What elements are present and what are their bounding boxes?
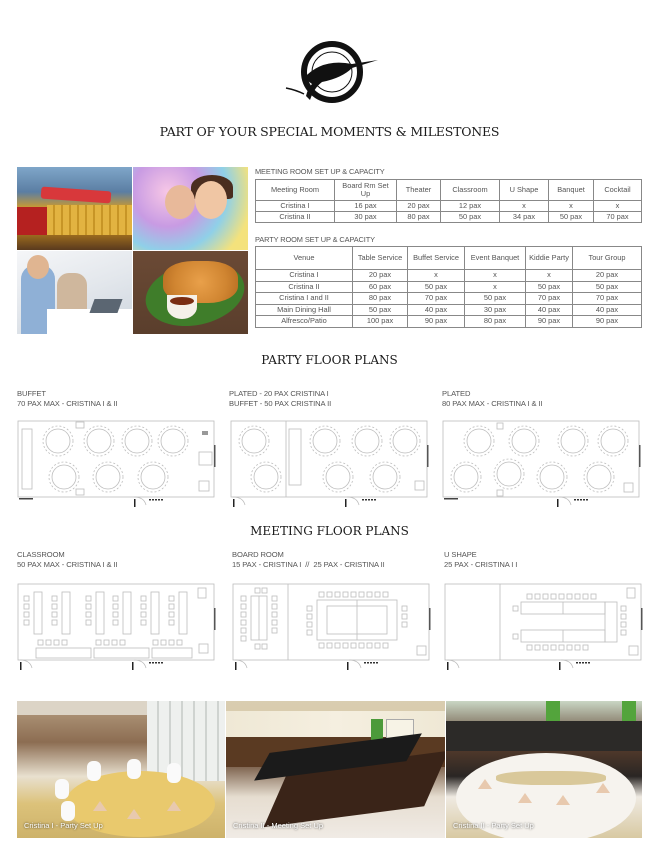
table-cell: 40 pax bbox=[573, 304, 642, 316]
photo-caption: Cristina I - Party Set Up bbox=[24, 821, 103, 830]
venue-photos bbox=[17, 701, 642, 838]
table-cell: 30 pax bbox=[465, 304, 526, 316]
table-cell: 80 pax bbox=[397, 212, 441, 223]
table-cell: x bbox=[549, 201, 594, 212]
fried-chicken-image bbox=[133, 251, 248, 334]
table-cell: 80 pax bbox=[353, 293, 408, 305]
table-cell: 100 pax bbox=[353, 316, 408, 328]
plan-caption-line: 25 PAX - CRISTINA I I bbox=[444, 560, 518, 569]
table-cell: 50 pax bbox=[465, 293, 526, 305]
plan-caption-line: 50 PAX MAX - CRISTINA I & II bbox=[17, 560, 118, 569]
table-cell: Cristina II bbox=[256, 281, 353, 293]
table-cell: 70 pax bbox=[526, 293, 573, 305]
column-header: Tour Group bbox=[573, 247, 642, 270]
table-cell: 40 pax bbox=[408, 304, 465, 316]
table-cell: 50 pax bbox=[573, 281, 642, 293]
photo-collage bbox=[17, 167, 247, 333]
column-header: Table Service bbox=[353, 247, 408, 270]
table-cell: 80 pax bbox=[465, 316, 526, 328]
table-cell: 70 pax bbox=[594, 212, 642, 223]
party-floor-plans-title: PARTY FLOOR PLANS bbox=[261, 353, 398, 367]
cristina-2-party-photo bbox=[446, 701, 642, 838]
table-cell: Cristina I and II bbox=[256, 293, 353, 305]
column-header: Classroom bbox=[441, 180, 500, 201]
table-cell: x bbox=[465, 281, 526, 293]
table-cell: Alfresco/Patio bbox=[256, 316, 353, 328]
table-cell: x bbox=[526, 270, 573, 282]
table-cell: x bbox=[594, 201, 642, 212]
table-cell: x bbox=[408, 270, 465, 282]
column-header: Venue bbox=[256, 247, 353, 270]
floor-plan-u-shape bbox=[443, 582, 643, 670]
table-cell: 20 pax bbox=[573, 270, 642, 282]
table-cell: 40 pax bbox=[526, 304, 573, 316]
table-cell: Main Dining Hall bbox=[256, 304, 353, 316]
table-cell: 12 pax bbox=[441, 201, 500, 212]
floor-plan-buffet bbox=[16, 419, 216, 507]
column-header: Buffet Service bbox=[408, 247, 465, 270]
table-cell: 70 pax bbox=[573, 293, 642, 305]
table-row bbox=[256, 293, 642, 305]
plan-caption-u-shape bbox=[444, 550, 517, 570]
column-header: Theater bbox=[397, 180, 441, 201]
table-row bbox=[256, 304, 642, 316]
plan-caption-classroom bbox=[17, 550, 117, 570]
floor-plan-board-room bbox=[231, 582, 431, 670]
table-cell: 20 pax bbox=[353, 270, 408, 282]
table-row bbox=[256, 316, 642, 328]
photo-caption: Cristina II - Meeting Set Up bbox=[233, 821, 324, 830]
plan-caption-line: PLATED bbox=[442, 389, 471, 398]
plan-caption-line: PLATED - 20 PAX CRISTINA I bbox=[229, 389, 329, 398]
plan-caption-plated-buffet bbox=[229, 389, 331, 409]
table-cell: 50 pax bbox=[526, 281, 573, 293]
floor-plan-classroom bbox=[16, 582, 216, 670]
column-header: Cocktail bbox=[594, 180, 642, 201]
plan-caption-line: 70 PAX MAX - CRISTINA I & II bbox=[17, 399, 118, 408]
plan-caption-buffet bbox=[17, 389, 117, 409]
page-title: PART OF YOUR SPECIAL MOMENTS & MILESTONES bbox=[159, 124, 500, 139]
plan-caption-line: CLASSROOM bbox=[17, 550, 65, 559]
table-row bbox=[256, 201, 642, 212]
plan-caption-line: U SHAPE bbox=[444, 550, 477, 559]
floor-plan-plated-buffet bbox=[229, 419, 429, 507]
table-cell: x bbox=[500, 201, 549, 212]
table-cell: Cristina I bbox=[256, 201, 335, 212]
cristina-2-meeting-photo bbox=[226, 701, 445, 838]
table-cell: Cristina I bbox=[256, 270, 353, 282]
column-header: Board Rm Set Up bbox=[335, 180, 397, 201]
plan-caption-plated bbox=[442, 389, 542, 409]
table-header-row bbox=[256, 180, 642, 201]
meeting-floor-plans-title: MEETING FLOOR PLANS bbox=[250, 524, 409, 538]
table-cell: 50 pax bbox=[353, 304, 408, 316]
plan-caption-line: BUFFET - 50 PAX CRISTINA II bbox=[229, 399, 332, 408]
table-header-row bbox=[256, 247, 642, 270]
table-cell: 90 pax bbox=[526, 316, 573, 328]
plan-caption-line: 15 PAX - CRISTINA I // 25 PAX - CRISTINA II bbox=[232, 560, 385, 569]
floor-plan-plated bbox=[441, 419, 641, 507]
party-capacity-table bbox=[255, 246, 642, 328]
table-cell: 50 pax bbox=[441, 212, 500, 223]
table-row bbox=[256, 270, 642, 282]
table-cell: 20 pax bbox=[397, 201, 441, 212]
table-cell: 60 pax bbox=[353, 281, 408, 293]
table-row bbox=[256, 281, 642, 293]
column-header: Banquet bbox=[549, 180, 594, 201]
column-header: Meeting Room bbox=[256, 180, 335, 201]
cristina-1-party-photo bbox=[17, 701, 225, 838]
table-row bbox=[256, 212, 642, 223]
table-cell: 30 pax bbox=[335, 212, 397, 223]
table-cell: 16 pax bbox=[335, 201, 397, 212]
bob-marlin-logo bbox=[282, 38, 382, 110]
plan-caption-line: 80 PAX MAX - CRISTINA I & II bbox=[442, 399, 543, 408]
table-cell: x bbox=[465, 270, 526, 282]
party-capacity-label: PARTY ROOM SET UP & CAPACITY bbox=[255, 235, 375, 244]
meeting-capacity-label: MEETING ROOM SET UP & CAPACITY bbox=[255, 167, 385, 176]
column-header: Kiddie Party bbox=[526, 247, 573, 270]
table-cell: Cristina II bbox=[256, 212, 335, 223]
business-meeting-image bbox=[17, 251, 132, 334]
birthday-party-image bbox=[133, 167, 248, 250]
restaurant-storefront-image bbox=[17, 167, 132, 250]
plan-caption-line: BOARD ROOM bbox=[232, 550, 284, 559]
table-cell: 90 pax bbox=[408, 316, 465, 328]
column-header: Event Banquet bbox=[465, 247, 526, 270]
table-cell: 90 pax bbox=[573, 316, 642, 328]
table-cell: 70 pax bbox=[408, 293, 465, 305]
table-cell: 50 pax bbox=[549, 212, 594, 223]
plan-caption-line: BUFFET bbox=[17, 389, 46, 398]
table-cell: 34 pax bbox=[500, 212, 549, 223]
table-cell: 50 pax bbox=[408, 281, 465, 293]
photo-caption: Cristina II - Party Set Up bbox=[453, 821, 534, 830]
meeting-capacity-table bbox=[255, 179, 642, 223]
column-header: U Shape bbox=[500, 180, 549, 201]
plan-caption-board-room bbox=[232, 550, 385, 570]
